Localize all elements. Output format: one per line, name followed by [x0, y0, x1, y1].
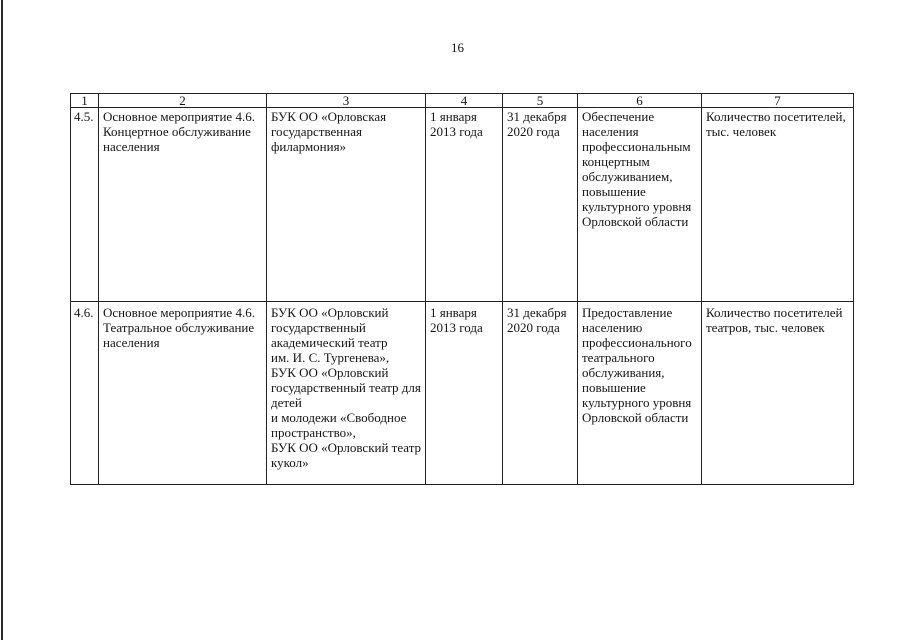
header-cell-5: 5	[503, 94, 578, 108]
header-cell-6: 6	[578, 94, 702, 108]
event-name-cell: Основное мероприятие 4.6. Театральное обслуживание населения	[99, 302, 267, 485]
table-row	[71, 302, 854, 485]
indicator-cell: Количество посетителей театров, тыс. человек	[702, 302, 854, 485]
indicator-cell: Количество посетителей, тыс. человек	[702, 108, 854, 302]
executor-cell: БУК ОО «Орловский государственный академический театр им. И. С. Тургенева», БУК ОО «Орловский государственный театр для детей и молодежи «Свободное пространство», БУК ОО «Орловский театр кукол»	[267, 302, 426, 485]
header-cell-3: 3	[267, 94, 426, 108]
header-cell-2: 2	[99, 94, 267, 108]
expected-result-cell: Предоставление населению профессионального театрального обслуживания, повышение культурного уровня Орловской области	[578, 302, 702, 485]
header-cell-4: 4	[426, 94, 503, 108]
item-number-cell: 4.5.	[71, 108, 99, 302]
scan-edge-line	[1, 0, 3, 640]
expected-result-cell: Обеспечение населения профессиональным концертным обслуживанием, повышение культурного уровня Орловской области	[578, 108, 702, 302]
table-row	[71, 108, 854, 302]
end-date-cell: 31 декабря 2020 года	[503, 108, 578, 302]
start-date-cell: 1 января 2013 года	[426, 108, 503, 302]
header-cell-1: 1	[71, 94, 99, 108]
executor-cell: БУК ОО «Орловская государственная филармония»	[267, 108, 426, 302]
event-name-cell: Основное мероприятие 4.6. Концертное обслуживание населения	[99, 108, 267, 302]
end-date-cell: 31 декабря 2020 года	[503, 302, 578, 485]
start-date-cell: 1 января 2013 года	[426, 302, 503, 485]
table-header-row	[71, 94, 854, 108]
header-cell-7: 7	[702, 94, 854, 108]
program-activities-table	[70, 93, 854, 485]
page-number: 16	[451, 40, 464, 55]
item-number-cell: 4.6.	[71, 302, 99, 485]
